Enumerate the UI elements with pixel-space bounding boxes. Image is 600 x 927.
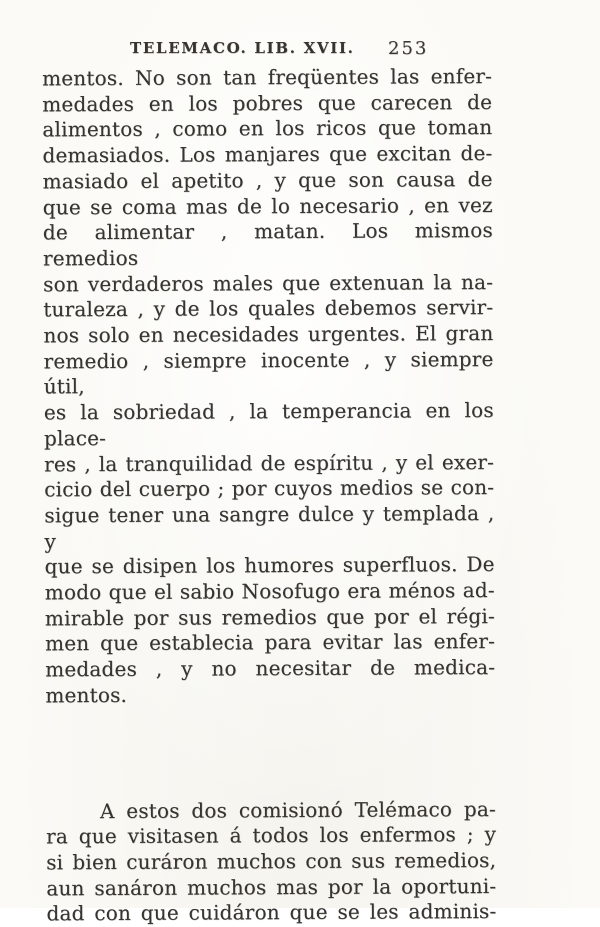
text-line: medades en los pobres que carecen de	[42, 89, 493, 117]
text-line: es la sobriedad , la temperancia en los place-	[43, 398, 494, 451]
text-line: ra que visitasen á todos los enfermos ; y	[45, 822, 497, 849]
text-line: medades , y no necesitar de medica-	[45, 655, 496, 682]
text-line: que se disipen los humores superfluos. De	[44, 552, 495, 579]
text-line: nos solo en necesidades urgentes. El gran	[43, 321, 494, 348]
page-number: 253	[388, 38, 429, 59]
text-line: turaleza , y de los quales debemos servir-	[43, 295, 494, 322]
text-line: men que establecia para evitar las enfer-	[44, 629, 496, 656]
text-line: cicio del cuerpo ; por cuyos medios se con-	[44, 475, 495, 502]
text-line: que se coma mas de lo necesario , en vez	[42, 192, 493, 219]
text-line: aun sanáron muchos mas por la oportuni-	[46, 873, 497, 901]
running-title: TELEMACO. LIB. XVII.	[130, 39, 355, 57]
text-line: A estos dos comisionó Telémaco pa-	[99, 796, 496, 823]
text-line: mentos. No son tan freqüentes las enfer-	[42, 64, 493, 91]
text-line: mentos.	[45, 682, 128, 708]
text-line: alimentos , como en los ricos que toman	[42, 115, 493, 142]
text-line: remedio , siempre inocente , y siempre útil,	[43, 346, 494, 399]
text-line: si bien curáron muchos con sus remedios,	[46, 847, 497, 875]
paragraph-1	[42, 64, 495, 709]
text-line: res , la tranquilidad de espíritu , y el exer-	[44, 449, 495, 476]
text-line: dad con que cuidáron que se les adminis-	[46, 899, 497, 926]
text-line: sigue tener una sangre dulce y templada , y	[44, 500, 495, 554]
text-line: mirable por sus remedios que por el régi-	[44, 603, 495, 631]
text-line: masiado el apetito , y que son causa de	[42, 166, 493, 194]
text-line: demasiados. Los manjares que excitan de-	[42, 141, 493, 168]
running-header	[0, 39, 600, 61]
text-line: modo que el sabio Nosofugo era ménos ad-	[44, 578, 495, 605]
page-body	[42, 64, 497, 927]
text-line: de alimentar , matan. Los mismos remedios	[42, 218, 493, 271]
paragraph-2	[46, 797, 497, 927]
text-line: son verdaderos males que extenuan la na-	[43, 269, 494, 296]
